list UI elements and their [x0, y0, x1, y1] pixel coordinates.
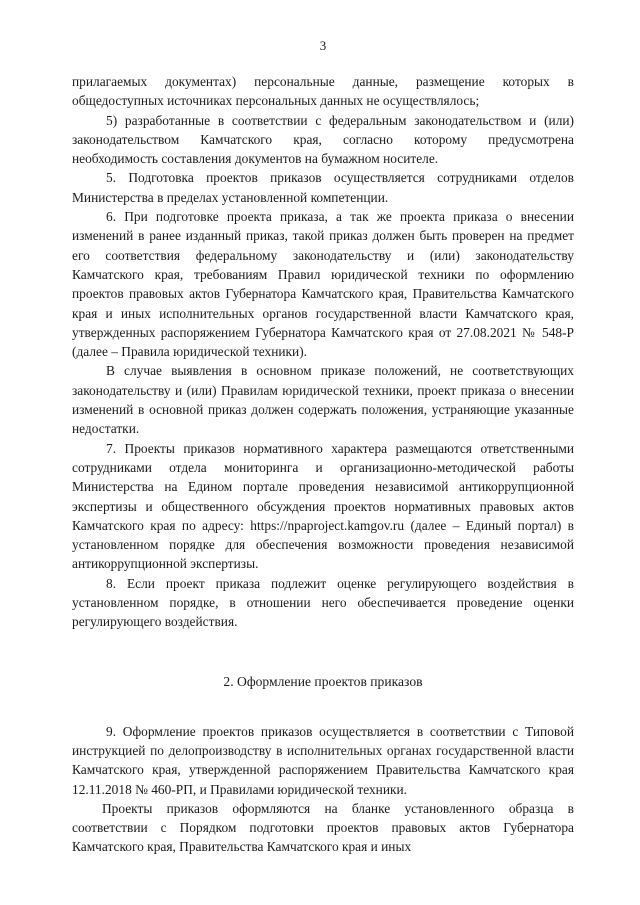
paragraph-clause-6: 6. При подготовке проекта приказа, а так же проекта приказа о внесении изменений в ранее изданный приказ, такой приказ должен быть проверен на предмет его соответствия федеральному законодательству и (или) законодательству Камчатского края, требованиям Правил юридической техники по оформлению проектов правовых актов Губернатора Камчатского края, Правительства Камчатского края и иных исполнительных органов государственной власти Камчатского края, утвержденных распоряжением Губернатора Камчатского края от 27.08.2021 № 548-Р (далее – Правила юридической техники).	[72, 209, 574, 360]
paragraph-clause-7: 7. Проекты приказов нормативного характера размещаются ответственными сотрудниками отдела мониторинга и организационно-методической работы Министерства на Едином портале проведения независимой антикоррупционной экспертизы и общественного обсуждения проектов нормативных правовых актов Камчатского края по адресу: https://npaproject.kamgov.ru (далее – Единый портал) в установленном порядке для обеспечения возможности проведения независимой антикоррупционной экспертизы.	[72, 440, 574, 572]
page-number: 3	[319, 38, 327, 53]
paragraph-item-5: 5) разработанные в соответствии с федеральным законодательством и (или) законодательством Камчатского края, согласно которому предусмотрена необходимость составления документов на бумажном носителе.	[72, 112, 574, 167]
paragraph-clause-5: 5. Подготовка проектов приказов осуществляется сотрудниками отделов Министерства в пределах установленной компетенции.	[72, 170, 574, 205]
paragraph-clause-9: 9. Оформление проектов приказов осуществляется в соответствии с Типовой инструкцией по делопроизводству в исполнительных органах государственной власти Камчатского края, утвержденной распоряжением Правительства Камчатского края 12.11.2018 № 460-РП, и Правилами юридической техники.	[72, 723, 574, 797]
paragraph-continuation: прилагаемых документах) персональные данные, размещение которых в общедоступных источниках персональных данных не осуществлялось;	[72, 74, 574, 109]
paragraph-blank-form: Проекты приказов оформляются на бланке установленного образца в соответствии с Порядком подготовки проектов правовых актов Губернатора Камчатского края, Правительства Камчатского края и иных	[72, 800, 574, 855]
paragraph-clause-6-note: В случае выявления в основном приказе положений, не соответствующих законодательству и (или) Правилам юридической техники, проект приказа о внесении изменений в основной приказ должен содержать положения, устраняющие указанные недостатки.	[72, 363, 574, 437]
section-heading: 2. Оформление проектов приказов	[223, 673, 423, 689]
paragraph-clause-8: 8. Если проект приказа подлежит оценке регулирующего воздействия в установленном порядке, в отношении него обеспечивается проведение оценки регулирующего воздействия.	[72, 575, 574, 630]
